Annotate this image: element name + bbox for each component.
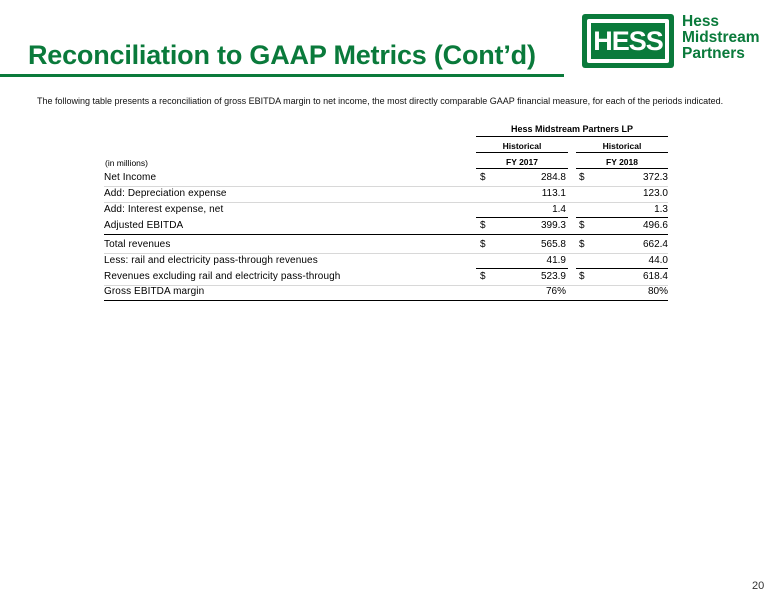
value-fy2017: 399.3 [540,220,566,231]
currency-symbol: $ [480,271,486,282]
logo-mark-text: HESS [593,26,663,56]
logo-wordmark [682,14,760,62]
value-fy2018: 123.0 [642,188,668,199]
title-underline [0,74,564,77]
row-label: Gross EBITDA margin [104,286,205,297]
table-row-revenues-excluding [104,269,668,285]
currency-symbol: $ [480,172,486,183]
value-fy2018: 1.3 [654,204,668,215]
row-label: Revenues excluding rail and electricity pass-through [104,271,341,282]
value-fy2018: 618.4 [642,271,668,282]
table-row-total-revenues [104,237,668,253]
table-row-gross-ebitda-margin [104,284,668,300]
value-fy2018: 80% [647,286,668,297]
value-fy2017: 565.8 [540,239,566,250]
group-header-rule [476,136,668,137]
table-row-net-income [104,170,668,186]
row-label: Adjusted EBITDA [104,220,184,231]
col1-year-rule [476,168,568,169]
col2-year: FY 2018 [606,157,638,167]
logo-mark-frame [582,14,674,68]
row-label: Add: Interest expense, net [104,204,224,215]
col2-subheader: Historical [602,141,642,151]
value-fy2017: 76% [545,286,566,297]
logo-line-2: Midstream [682,29,760,46]
value-fy2018: 662.4 [642,239,668,250]
currency-symbol: $ [480,239,486,250]
table-row-depreciation [104,186,668,202]
row-label: Add: Depreciation expense [104,188,227,199]
value-fy2017: 1.4 [552,204,566,215]
value-fy2018: 372.3 [642,172,668,183]
currency-symbol: $ [579,239,585,250]
table-row-adjusted-ebitda [104,218,668,234]
table-row-pass-through [104,253,668,269]
currency-symbol: $ [480,220,486,231]
row-label: Less: rail and electricity pass-through revenues [104,255,318,266]
value-fy2018: 44.0 [648,255,668,266]
col2-sub-rule [576,152,668,153]
currency-symbol: $ [579,172,585,183]
table-row-interest [104,202,668,218]
col1-year: FY 2017 [506,157,538,167]
hess-logo [582,14,772,70]
value-fy2017: 523.9 [540,271,566,282]
value-fy2017: 113.1 [541,188,566,199]
page-title: Reconciliation to GAAP Metrics (Cont’d) [28,40,536,70]
value-fy2017: 284.8 [540,172,566,183]
table-bottom-rule [104,300,668,301]
page-number: 20 [752,580,765,592]
value-fy2018: 496.6 [642,220,668,231]
section-divider [104,234,668,235]
row-label: Net Income [104,172,157,183]
intro-text: The following table presents a reconciliation of gross EBITDA margin to net income, the most directly comparable GAAP financial measure, for each of the periods indicated. [37,96,724,106]
units-label: (in millions) [105,158,148,168]
col1-sub-rule [476,152,568,153]
logo-line-3: Partners [682,45,745,62]
col2-year-rule [576,168,668,169]
currency-symbol: $ [579,271,585,282]
value-fy2017: 41.9 [546,255,566,266]
logo-line-1: Hess [682,13,720,30]
row-label: Total revenues [104,239,171,250]
currency-symbol: $ [579,220,585,231]
col1-subheader: Historical [502,141,542,151]
table-group-header: Hess Midstream Partners LP [510,124,634,134]
